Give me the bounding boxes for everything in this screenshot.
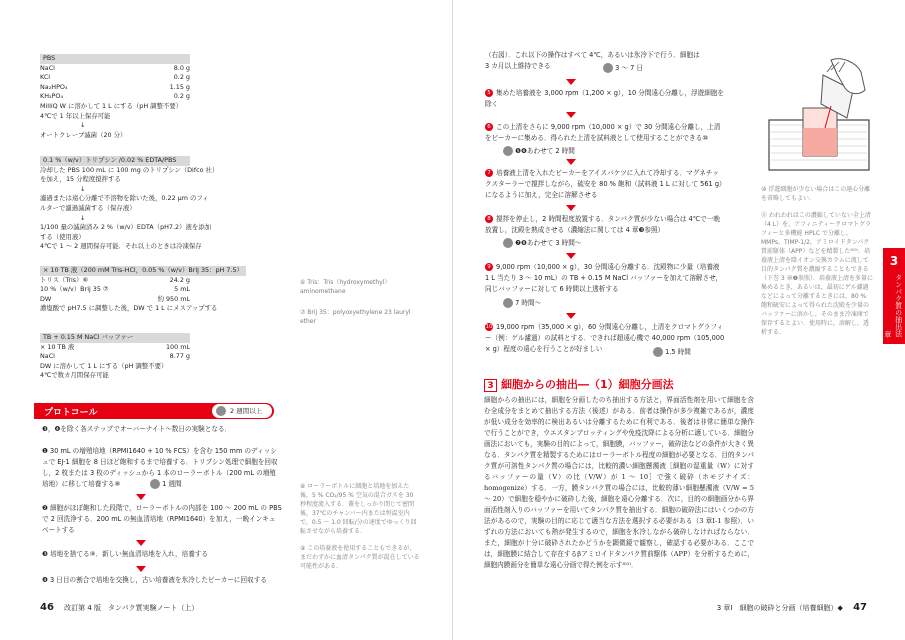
- down-arrow-icon: ↓: [80, 121, 86, 130]
- recipe-line: 濃塩酸で pH7.5 に調整した後，DW で 1 L にメスアップする: [40, 304, 218, 313]
- side-note: ⑧ ローラーボトルに細胞と培地を加えた後，5 % CO₂/95 % 空気の混合ガスを 30 秒程度流入する．蓋をしっかり閉じて密閉後，37℃のチャンバー内または恒温室内で，0.5 〜 1.0 回転/分の速度でゆっくり回転させながら培養する．: [300, 483, 417, 535]
- top-note: （右図）．これ以下の操作はすべて 4℃，あるいは氷冷下で行う．細胞は 3 カ月以上維持できる: [485, 51, 700, 70]
- protocol-step-1: ❶ 30 mL の増殖培地（RPMI1640 + 10 % FCS）を含む 150 mm のディッシュで EJ-1 細胞を 8 日ほど飽和するまで培養する．トリプシン処理で細胞を回収し，2 枚または 3 枚のディッシュから 1 本のローラーボトル（200 mL の増殖培地）に移して培養する⑧: [42, 447, 278, 488]
- clock-icon: [150, 479, 160, 489]
- recipe-line: 1/100 量の滅菌済み 2 %（w/v）EDTA（pH7.2）液を添加: [40, 223, 212, 232]
- beaker-illustration: [761, 50, 876, 175]
- recipe-row: NaCl 8.0 g: [40, 63, 190, 72]
- protocol-time: 2 週間以上: [212, 404, 272, 418]
- trypsin-title: 0.1 %（w/v）トリプシン /0.02 % EDTA/PBS: [40, 156, 190, 166]
- recipe-line: する（使用液）: [40, 232, 85, 241]
- recipe-line: 4℃で 1 年以上保存可能: [40, 111, 111, 120]
- page-number: 46: [40, 602, 54, 613]
- protocol-step-9: 9 9,000 rpm（10,000 × g），30 分間遠心分離する．沈殿物に少量（培養液 1 L 当たり 3 〜 10 mL）の TB + 0.15 M NaCl バッファーを加えて溶解させ，同じバッファーに対して 6 時間以上透析する: [485, 263, 723, 293]
- chapter-number: 3: [889, 254, 899, 268]
- section-title: 細胞からの抽出―（1）細胞分画法: [501, 378, 674, 391]
- down-arrow-icon: [136, 540, 146, 546]
- section-number: 3: [484, 379, 497, 392]
- down-arrow-icon: ↓: [80, 213, 86, 222]
- pbs-recipe: [40, 54, 190, 140]
- right-side-notes: [761, 185, 873, 337]
- recipe-row: × 10 TB 液 100 mL: [40, 342, 190, 351]
- protocol-intro: ❸，❹を除く各ステップでオーバーナイト〜数日の実験となる．: [42, 425, 232, 433]
- pbs-title: PBS: [40, 54, 190, 64]
- recipe-line: MilliQ W に溶かして 1 L にする（pH 調整不要）: [40, 101, 183, 110]
- protocol-label: プロトコール: [44, 408, 98, 418]
- recipe-line: 4℃で 1 〜 2 週間保存可能．それ以上のときは冷凍保存: [40, 242, 202, 251]
- down-arrow-icon: ↓: [80, 184, 86, 193]
- recipe-row: NaCl 8.77 g: [40, 352, 190, 361]
- side-note: ⑥ Tris：Tris（hydroxymethyl）aminomethane: [300, 279, 391, 295]
- down-arrow-icon: [566, 253, 576, 259]
- step-time-badge: 1 週間: [150, 479, 182, 490]
- recipe-line: 冷却した PBS 100 mL に 100 mg のトリプシン（Difco 社）: [40, 165, 219, 174]
- clock-icon: [503, 298, 513, 308]
- recipe-row: 10 %（w/v）Brij 35 ⑦ 5 mL: [40, 285, 190, 294]
- down-arrow-icon: [136, 566, 146, 572]
- protocol-step-3: ❸ 培地を捨てる⑨．新しい無血清培地を入れ，培養する: [42, 550, 208, 558]
- step-time-badge: ❺❻あわせて 2 時間: [503, 146, 575, 157]
- protocol-step-5: 5 集めた培養液を 3,000 rpm（1,200 × g），10 分間遠心分離し，浮遊細胞を除く: [485, 89, 725, 108]
- left-footer: [40, 602, 198, 613]
- clock-icon: [603, 63, 613, 73]
- recipe-row: Na₂HPO₄ 1.15 g: [40, 82, 190, 91]
- protocol-step-6: 6 この上清をさらに 9,000 rpm（10,000 × g）で 30 分間遠心分離し，上清をビーカーに集める．得られた上清を試料液として使用することができる⑩: [485, 123, 721, 142]
- recipe-line: を加え，15 分程度撹拌する: [40, 175, 121, 184]
- side-note: ⑩ 浮遊細胞が少ない場合はこの遠心分離を省略してもよい．: [761, 186, 871, 202]
- clock-icon: [653, 347, 663, 357]
- tb10-title: × 10 TB 液（200 mM Tris-HCl，0.05 %（w/v）Brij 35：pH 7.5）: [40, 266, 246, 276]
- footer-title: 3 章Ⅰ 細胞の破砕と分画（培養細胞）◆: [716, 604, 843, 612]
- recipe-line: ルターで濾過滅菌する（保存液）: [40, 203, 136, 212]
- recipe-line: オートクレーブ滅菌（20 分）: [40, 130, 127, 139]
- down-arrow-icon: [566, 313, 576, 319]
- step-time-badge: 1.5 時間: [653, 347, 691, 358]
- step-time-badge: 7 時間〜: [503, 298, 541, 309]
- recipe-row: トリス（Tris）⑥ 24.2 g: [40, 275, 190, 284]
- tbnacl-recipe: [40, 333, 190, 381]
- side-notes-bottom: [300, 482, 420, 571]
- side-note: ⑪ われわれはこの濃縮していない全上清（4 L）を，アフィニティークロマトグラフィーと多機能 HPLC で分離し，MMPs，TIMP-1/2，アミロイドタンパク質前駆体（APP）などを精製した⁸⁾⁹⁾．培養液上清を陰イオン交換カラムに流して目的タンパク質を濃縮することもできる（下巻 3 章❷参照）．培養液上清を多量に集めるとき，あるいは，最初にゲル濾過などによって分離するときには，80 % 飽和硫安によって得られた沈殿を少量のバッファーに溶かし，そのまま冷凍庫で保存するとよい．使用時に，溶解し，透析する．: [761, 212, 874, 336]
- side-notes-top: [300, 278, 420, 326]
- down-arrow-icon: [566, 205, 576, 211]
- trypsin-recipe: [40, 156, 218, 252]
- side-note: ⑦ Brij 35：polyoxyethylene 23 lauryl ether: [300, 309, 411, 325]
- recipe-line: 4℃で数カ月間保存可能: [40, 371, 109, 380]
- down-arrow-icon: [566, 79, 576, 85]
- clock-icon: [216, 406, 226, 416]
- tb10-recipe: [40, 266, 246, 314]
- recipe-row: KH₂PO₄ 0.2 g: [40, 92, 190, 101]
- chapter-title: タンパク質の抽出法: [894, 274, 903, 337]
- protocol-step-4: ❹ 3 日目の割合で培地を交換し，古い培養液を氷冷したビーカーに回収する: [42, 576, 267, 584]
- step-time-badge: 3 〜 7 日: [603, 63, 643, 74]
- side-note: ⑨ この培養液を使用することもできるが，まだわずかに血清タンパク質が混在している可能性がある．: [300, 545, 420, 570]
- protocol-step-2: ❷ 細胞がほぼ飽和した段階で，ローラーボトルの内部を 100 〜 200 mL の PBS で 2 回洗浄する．200 mL の無血清培地（RPMI1640）を加え，一晩インキュベートする: [42, 504, 282, 534]
- protocol-step-7: 7 培養液上清を入れたビーカーをアイスバケツに入れて冷却する．マグネチックスターラーで撹拌しながら，硫安を 80 % 飽和（試料液 1 L に対して 561 g）になるように加え，完全に溶解させる: [485, 169, 723, 199]
- clock-icon: [503, 146, 513, 156]
- right-footer: [717, 602, 867, 613]
- clock-icon: [503, 238, 513, 248]
- protocol-header: [34, 403, 274, 419]
- footer-title: 改訂第 4 版 タンパク質実験ノート（上）: [64, 604, 199, 612]
- recipe-line: DW に溶かして 1 L にする（pH 調整不要）: [40, 361, 168, 370]
- step-time-badge: ❼❽あわせて 3 時間〜: [503, 238, 581, 249]
- down-arrow-icon: [566, 159, 576, 165]
- chapter-label: 章: [884, 331, 892, 339]
- protocol-step-8: 8 撹拌を停止し，2 時間程度放置する．タンパク質が少ない場合は 4℃で一晩放置し，沈殿を熟成させる（濃縮法に関しては 4 章❸参照）: [485, 215, 720, 234]
- body-paragraph: 細胞からの抽出には，細胞を分画したのち抽出する方法と，界面活性剤を用いて細胞を含む全成分をまとめて抽出する方法（後述）がある．前者は操作が多少複雑であるが，濃度が低い成分を効率的に検出あるいは分離するために有利である．後者は非常に簡単な操作で行うことができ，ウエスタンブロッティングや免疫沈降による分析に適している．細胞分画法においても，実験の目的によって，細胞膜，バッファー，破砕法などの条件が大きく異なる．タンパク質を精製するためにはローラーボトル程度の細胞が必要となる．目的タンパク質が可溶性タンパク質の場合には，比較的濃い細胞懸濁液［細胞の湿重量（W）に対するバッファーの量（V）の比（V/W）が 1 〜 10］で強く破砕（ホモジナイズ：homogenize）する．一方，膜タンパク質の場合には，比較的薄い細胞懸濁液（V/W = 5 〜 20）で細胞を穏やかに破砕した後，細胞を遠心分離する．次に，目的の細胞画分から界面活性剤入りのバッファーを用いてタンパク質を抽出する．細胞の破砕法にはいくつかの方法があるので，実験の目的に応じて適当な方法を選択する必要がある（3 章Ⅰ-1 参照）．いずれの方法においても熱が発生するので，細胞を氷冷しながら破砕しなければならない．また，細胞が十分に破砕されたかどうかを顕微鏡で観察し，確認する必要がある．ここでは，細胞膜に結合して存在するβアミロイドタンパク質前駆体（APP）を分析するために，細胞内膜画分を簡単な遠心分画で得た例を示す⁸⁾¹⁾．: [484, 396, 754, 569]
- recipe-line: 濾過または遠心分離で不溶物を除いた後，0.22 μm のフィ: [40, 194, 209, 203]
- protocol-step-10: 10 19,000 rpm（35,000 × g），60 分間遠心分離し，上清をクロマトグラフィー（例：ゲル濾過）の試料とする．できれば超遠心機で 40,000 rpm（105,000 × g）程度の遠心を行うことが好ましい: [485, 323, 725, 353]
- chapter-tab: [883, 248, 905, 344]
- section-heading: [484, 376, 674, 392]
- tbnacl-title: TB + 0.15 M NaCl バッファー: [40, 333, 190, 343]
- down-arrow-icon: [566, 112, 576, 118]
- page-number: 47: [853, 602, 867, 613]
- left-page: [0, 0, 452, 640]
- recipe-row: DW 約 950 mL: [40, 294, 190, 303]
- down-arrow-icon: [136, 494, 146, 500]
- recipe-row: KCl 0.2 g: [40, 73, 190, 82]
